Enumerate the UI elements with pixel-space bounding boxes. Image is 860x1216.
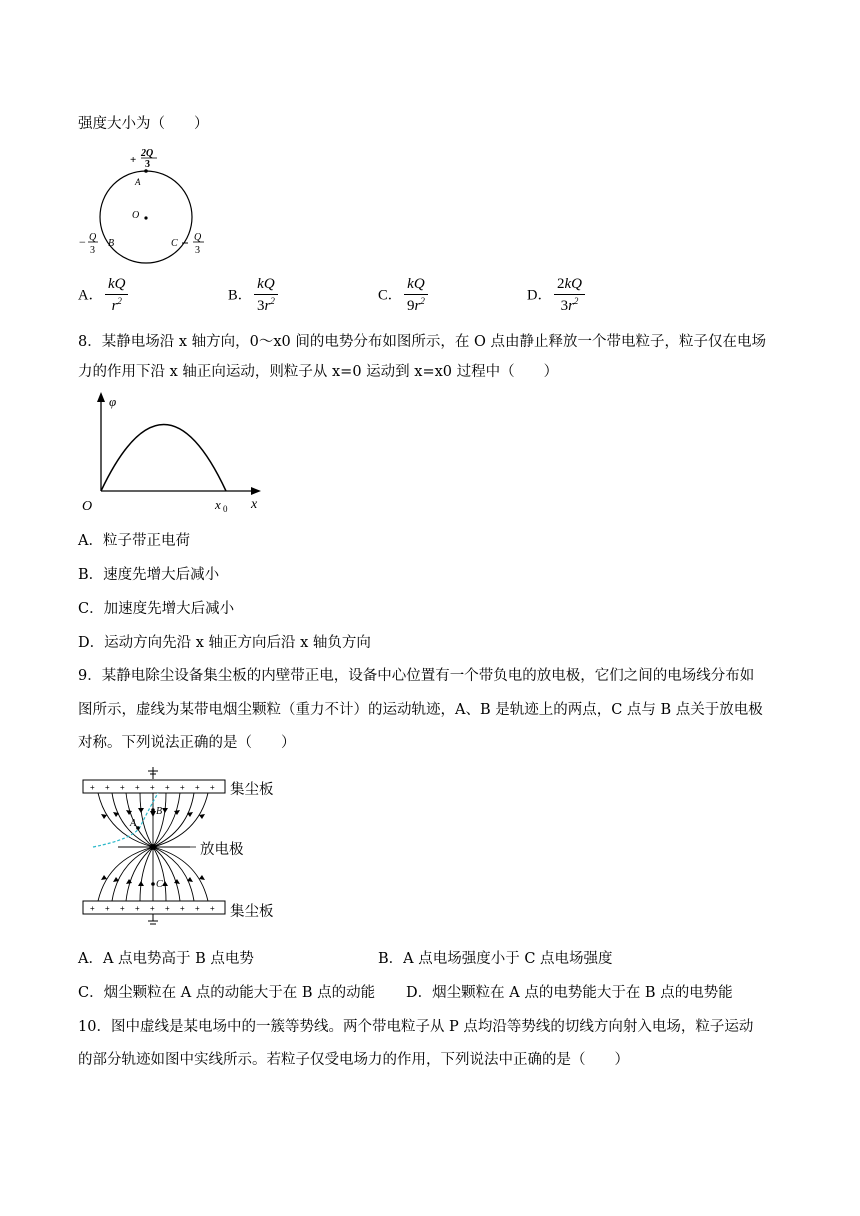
svg-text:2Q: 2Q: [141, 148, 154, 159]
svg-text:+: +: [150, 783, 155, 792]
svg-text:+: +: [210, 783, 215, 792]
svg-text:+: +: [165, 904, 170, 913]
q8-option-d: D．运动方向先沿 x 轴正方向后沿 x 轴负方向: [78, 635, 371, 651]
svg-text:C: C: [171, 238, 178, 249]
svg-text:+: +: [165, 783, 170, 792]
svg-text:3: 3: [145, 159, 150, 170]
q8-stem-line2: 力的作用下沿 x 轴正向运动，则粒子从 x=0 运动到 x=x0 过程中（ ）: [78, 364, 559, 380]
q8-option-b: B．速度先增大后减小: [78, 567, 220, 583]
phi-axis-label: φ: [109, 394, 117, 409]
q7-option-a: A． $\frac{kQ}{r^2}$: [78, 276, 128, 315]
svg-text:+: +: [120, 783, 125, 792]
q7-circle-figure: [78, 145, 218, 269]
svg-text:+: +: [105, 783, 110, 792]
q10-stem-line2: 的部分轨迹如图中实线所示。若粒子仅受电场力的作用，下列说法中正确的是（ ）: [78, 1052, 629, 1068]
q8-stem-line1: 8．某静电场沿 x 轴方向，0～x0 间的电势分布如图所示，在 O 点由静止释放一个带电粒子，粒子仅在电场: [78, 334, 766, 350]
svg-text:+: +: [90, 783, 95, 792]
svg-text:+: +: [195, 904, 200, 913]
svg-text:+: +: [135, 904, 140, 913]
svg-text:+: +: [210, 904, 215, 913]
svg-text:+: +: [90, 904, 95, 913]
svg-text:x: x: [215, 497, 221, 512]
svg-text:+: +: [180, 783, 185, 792]
svg-text:x: x: [251, 497, 258, 512]
svg-text:3: 3: [195, 245, 200, 256]
q7-stem-tail: 强度大小为（ ）: [78, 116, 209, 132]
svg-text:+: +: [120, 904, 125, 913]
q9-label-electrode: 放电极: [200, 842, 244, 858]
q9-stem-line3: 对称。下列说法正确的是（ ）: [78, 735, 296, 751]
svg-text:−: −: [79, 235, 86, 249]
q7-option-c: C． $\frac{kQ}{9r^2}$: [378, 276, 428, 315]
svg-text:O: O: [82, 499, 93, 514]
q9-label-bottom-plate: 集尘板: [230, 904, 274, 920]
svg-text:Q: Q: [194, 232, 202, 243]
svg-text:B: B: [156, 806, 163, 817]
q9-option-b: B．A 点电场强度小于 C 点电场强度: [378, 951, 613, 967]
svg-text:B: B: [108, 238, 115, 249]
svg-text:O: O: [132, 210, 140, 221]
q9-stem-line1: 9．某静电除尘设备集尘板的内壁带正电，设备中心位置有一个带负电的放电极，它们之间的电场线分布如: [78, 668, 755, 684]
svg-text:+: +: [180, 904, 185, 913]
svg-text:+: +: [105, 904, 110, 913]
svg-text:+: +: [130, 154, 137, 166]
q8-potential-graph: [78, 390, 268, 522]
svg-text:+: +: [135, 783, 140, 792]
svg-text:C: C: [156, 879, 163, 890]
svg-text:Q: Q: [89, 232, 97, 243]
q9-stem-line2: 图所示，虚线为某带电烟尘颗粒（重力不计）的运动轨迹，A、B 是轨迹上的两点，C 点与 B 点关于放电极: [78, 702, 763, 718]
q9-option-d: D．烟尘颗粒在 A 点的电势能大于在 B 点的电势能: [406, 985, 733, 1001]
q9-label-top-plate: 集尘板: [230, 782, 274, 798]
svg-text:0: 0: [223, 504, 228, 514]
svg-text:+: +: [150, 904, 155, 913]
q10-stem-line1: 10．图中虚线是某电场中的一簇等势线。两个带电粒子从 P 点均沿等势线的切线方向射入电场，粒子运动: [78, 1019, 754, 1035]
q9-option-a: A．A 点电势高于 B 点电势: [78, 951, 254, 967]
q9-option-c: C．烟尘颗粒在 A 点的动能大于在 B 点的动能: [78, 985, 376, 1001]
svg-text:A: A: [130, 818, 137, 829]
q8-option-c: C．加速度先增大后减小: [78, 601, 235, 617]
svg-text:A: A: [135, 177, 141, 187]
q7-option-b: B． $\frac{kQ}{3r^2}$: [228, 276, 278, 315]
q8-option-a: A．粒子带正电荷: [78, 533, 190, 549]
svg-text:+: +: [195, 783, 200, 792]
svg-text:3: 3: [90, 245, 95, 256]
q7-option-d: D． $\frac{2kQ}{3r^2}$: [527, 276, 585, 315]
